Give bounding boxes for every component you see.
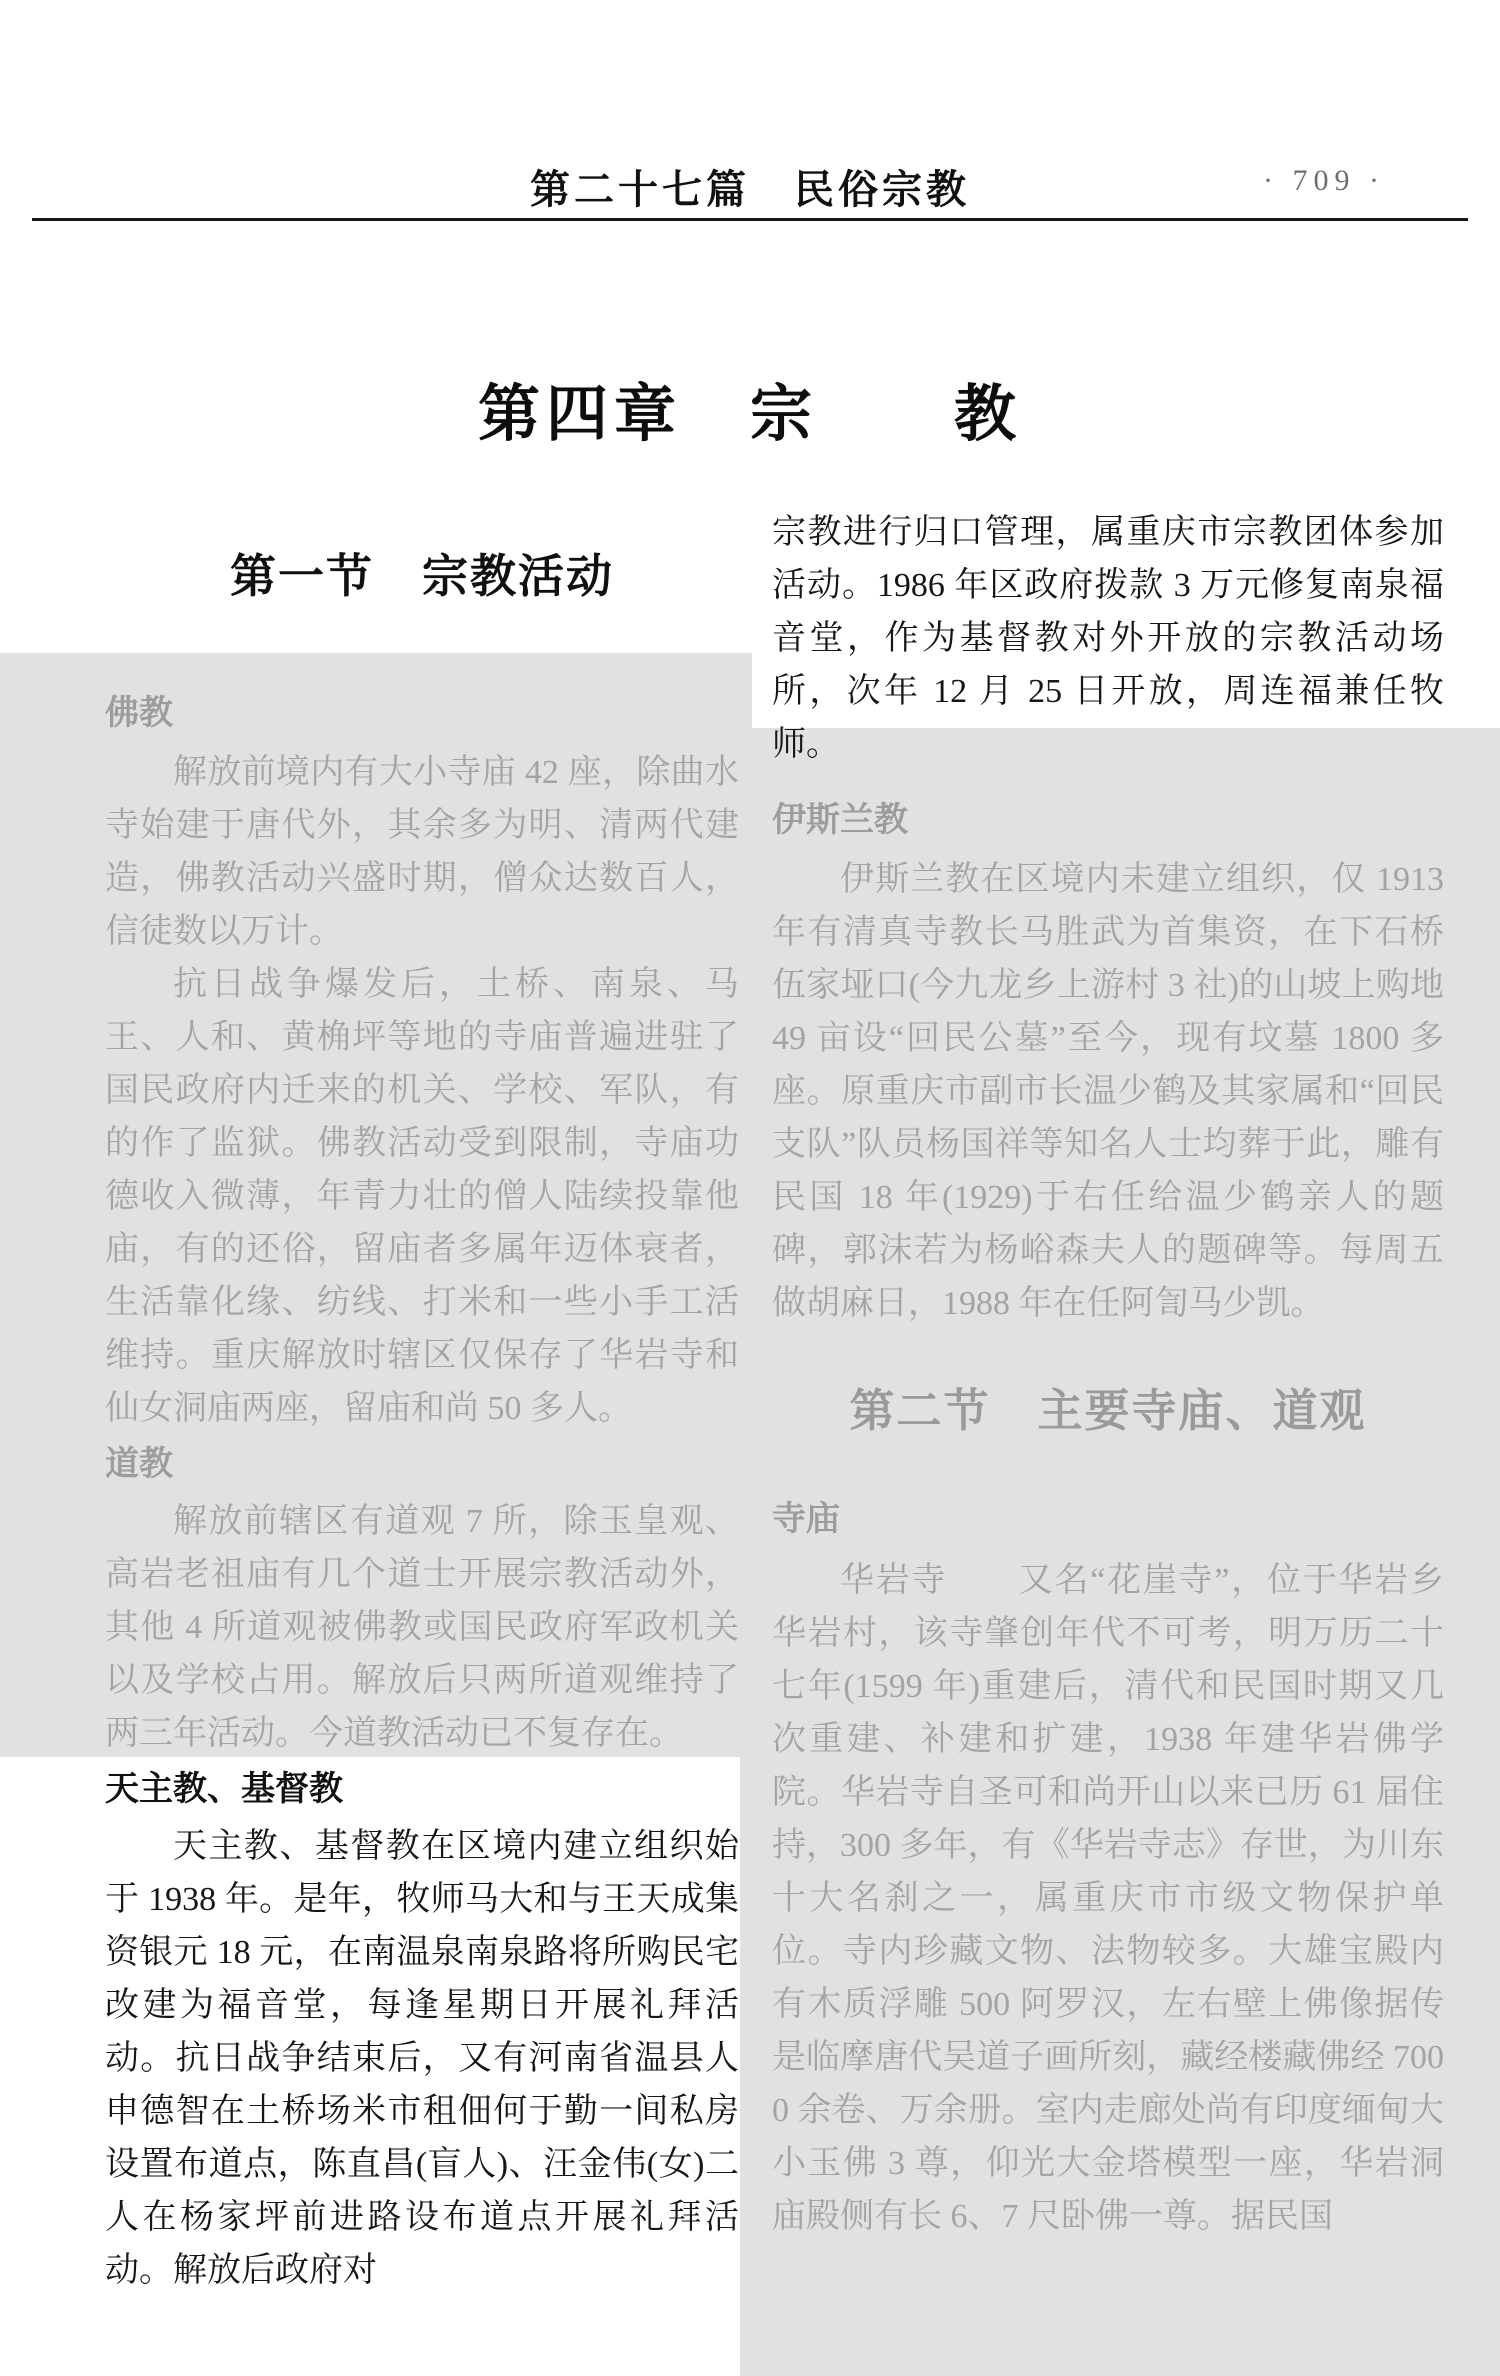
buddhism-heading: 佛教 (105, 694, 173, 732)
section1-title: 第一节 宗教活动 (230, 551, 614, 602)
buddhism-paragraph-2: 抗日战争爆发后，土桥、南泉、马王、人和、黄桷坪等地的寺庙普遍进驻了国民政府内迁来的机关、学校、军队，有的作了监狱。佛教活动受到限制，寺庙功德收入微薄，年青力壮的僧人陆续投靠他庙，有的还俗，留庙者多属年迈体衰者，生活靠化缘、纺线、打米和一些小手工活维持。重庆解放时辖区仅保存了华岩寺和仙女洞庙两座，留庙和尚 50 多人。 (105, 966, 739, 1427)
islam-paragraph-1: 伊斯兰教在区境内未建立组织，仅 1913 年有清真寺教长马胜武为首集资，在下石桥伍家垭口(今九龙乡上游村 3 社)的山坡上购地 49 亩设“回民公墓”至今，现有坟墓 1800 多座。原重庆市副市长温少鹤及其家属和“回民支队”队员杨国祥等知名人士均葬于此，雕有民国 18 年(1929)于右任给温少鹤亲人的题碑，郭沫若为杨峪森夫人的题碑等。每周五做胡麻日，1988 年在任阿訇马少凯。 (772, 861, 1444, 1322)
islam-heading: 伊斯兰教 (772, 801, 908, 839)
christianity-paragraph-1: 天主教、基督教在区境内建立组织始于 1938 年。是年，牧师马大和与王天成集资银元 18 元，在南温泉南泉路将所购民宅改建为福音堂，每逢星期日开展礼拜活动。抗日战争结束后，又有河南省温县人申德智在土桥场米市租佃何于勤一间私房设置布道点，陈直昌(盲人)、汪金伟(女)二人在杨家坪前进路设布道点开展礼拜活动。解放后政府对 (105, 1828, 739, 2289)
temples-heading: 寺庙 (772, 1500, 840, 1538)
left-column (105, 548, 739, 2297)
temples-paragraph-1: 华岩寺 又名“花崖寺”，位于华岩乡华岩村，该寺肇创年代不可考，明万历二十七年(1599 年)重建后，清代和民国时期又几次重建、补建和扩建，1938 年建华岩佛学院。华岩寺自圣可和尚开山以来已历 61 届住持，300 多年，有《华岩寺志》存世，为川东十大名刹之一，属重庆市市级文物保护单位。寺内珍藏文物、法物较多。大雄宝殿内有木质浮雕 500 阿罗汉，左右壁上佛像据传是临摩唐代吴道子画所刻，藏经楼藏佛经 7000 余卷、万余册。室内走廊处尚有印度缅甸大小玉佛 3 尊，仰光大金塔模型一座，华岩洞庙殿侧有长 6、7 尺卧佛一尊。据民国 (772, 1562, 1444, 2235)
taoism-heading: 道教 (105, 1445, 173, 1483)
buddhism-paragraph-1: 解放前境内有大小寺庙 42 座，除曲水寺始建于唐代外，其余多为明、清两代建造，佛教活动兴盛时期，僧众达数百人，信徒数以万计。 (105, 754, 739, 950)
right-column (772, 506, 1444, 2243)
page-number: · 709 · (1263, 164, 1385, 197)
christianity-paragraph-2: 宗教进行归口管理，属重庆市宗教团体参加活动。1986 年区政府拨款 3 万元修复南泉福音堂，作为基督教对外开放的宗教活动场所，次年 12 月 25 日开放，周连福兼任牧师。 (772, 514, 1444, 763)
christianity-heading: 天主教、基督教 (105, 1770, 343, 1808)
running-header-title: 第二十七篇 民俗宗教 (530, 168, 970, 212)
chapter-title: 第四章 宗 教 (477, 380, 1022, 449)
taoism-paragraph-1: 解放前辖区有道观 7 所，除玉皇观、高岩老祖庙有几个道士开展宗教活动外，其他 4 所道观被佛教或国民政府军政机关以及学校占用。解放后只两所道观维持了两三年活动。今道教活动已不复存在。 (105, 1503, 739, 1752)
header-rule (32, 218, 1468, 221)
section2-title: 第二节 主要寺庙、道观 (849, 1386, 1367, 1436)
